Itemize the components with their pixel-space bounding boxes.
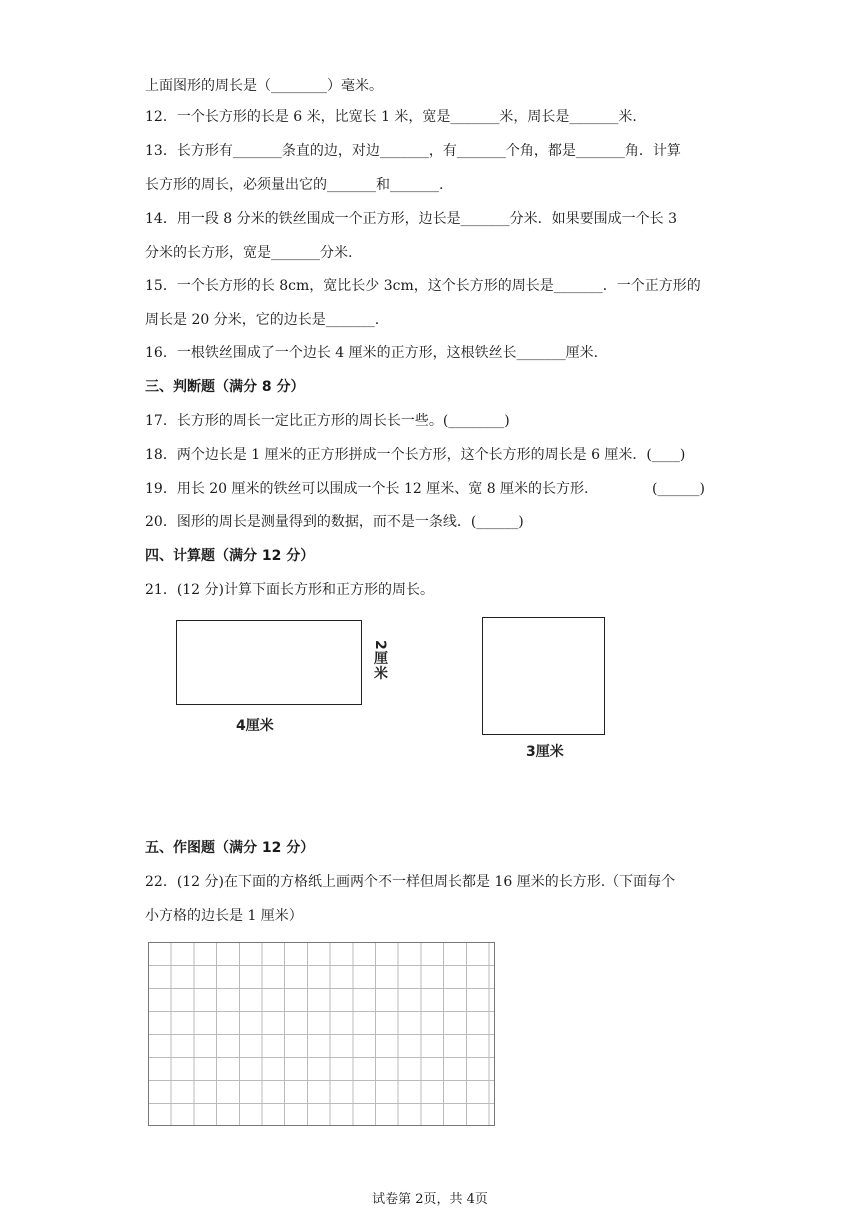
section-3-heading: 三、判断题（满分 8 分） (145, 379, 305, 395)
question-19: 19．用长 20 厘米的铁丝可以围成一个长 12 厘米、宽 8 厘米的长方形. (145, 481, 589, 497)
rectangle-figure (176, 620, 362, 705)
question-21: 21．(12 分)计算下面长方形和正方形的周长。 (145, 582, 435, 598)
question-18: 18．两个边长是 1 厘米的正方形拼成一个长方形，这个长方形的周长是 6 厘米．(____) (145, 447, 686, 463)
rectangle-width-label: 4厘米 (236, 718, 274, 734)
question-15-line-1: 15．一个长方形的长 8cm，宽比长少 3cm，这个长方形的周长是_______．一个正方形的 (145, 278, 701, 294)
question-22-line-2: 小方格的边长是 1 厘米） (145, 908, 303, 924)
question-22-line-1: 22．(12 分)在下面的方格纸上画两个不一样但周长都是 16 厘米的长方形.（下面每个 (145, 874, 676, 890)
question-13-line-1: 13．长方形有_______条直的边，对边_______，有_______个角，都是_______角．计算 (145, 143, 681, 159)
square-figure (482, 617, 605, 735)
question-17: 17．长方形的周长一定比正方形的周长长一些。(________) (145, 413, 510, 429)
section-5-heading: 五、作图题（满分 12 分） (145, 840, 315, 856)
question-13-line-2: 长方形的周长，必须量出它的_______和_______. (145, 177, 444, 193)
square-side-label: 3厘米 (526, 744, 564, 760)
page-footer: 试卷第 2页，共 4页 (372, 1192, 488, 1207)
grid-paper (148, 942, 495, 1126)
rectangle-height-label: 2厘米 (372, 640, 388, 681)
question-16: 16．一根铁丝围成了一个边长 4 厘米的正方形，这根铁丝长_______厘米. (145, 345, 599, 361)
question-20: 20．图形的周长是测量得到的数据，而不是一条线．(______) (145, 514, 524, 530)
text-line-perimeter-mm: 上面图形的周长是（________）毫米。 (145, 78, 383, 94)
question-15-line-2: 周长是 20 分米，它的边长是_______. (145, 312, 380, 328)
question-14-line-1: 14．用一段 8 分米的铁丝围成一个正方形，边长是_______分米．如果要围成一个长 3 (145, 211, 677, 227)
question-19-blank: (______) (652, 481, 705, 497)
question-14-line-2: 分米的长方形，宽是_______分米. (145, 245, 353, 261)
section-4-heading: 四、计算题（满分 12 分） (145, 548, 315, 564)
question-12: 12．一个长方形的长是 6 米，比宽长 1 米，宽是_______米，周长是_______米. (145, 109, 637, 125)
